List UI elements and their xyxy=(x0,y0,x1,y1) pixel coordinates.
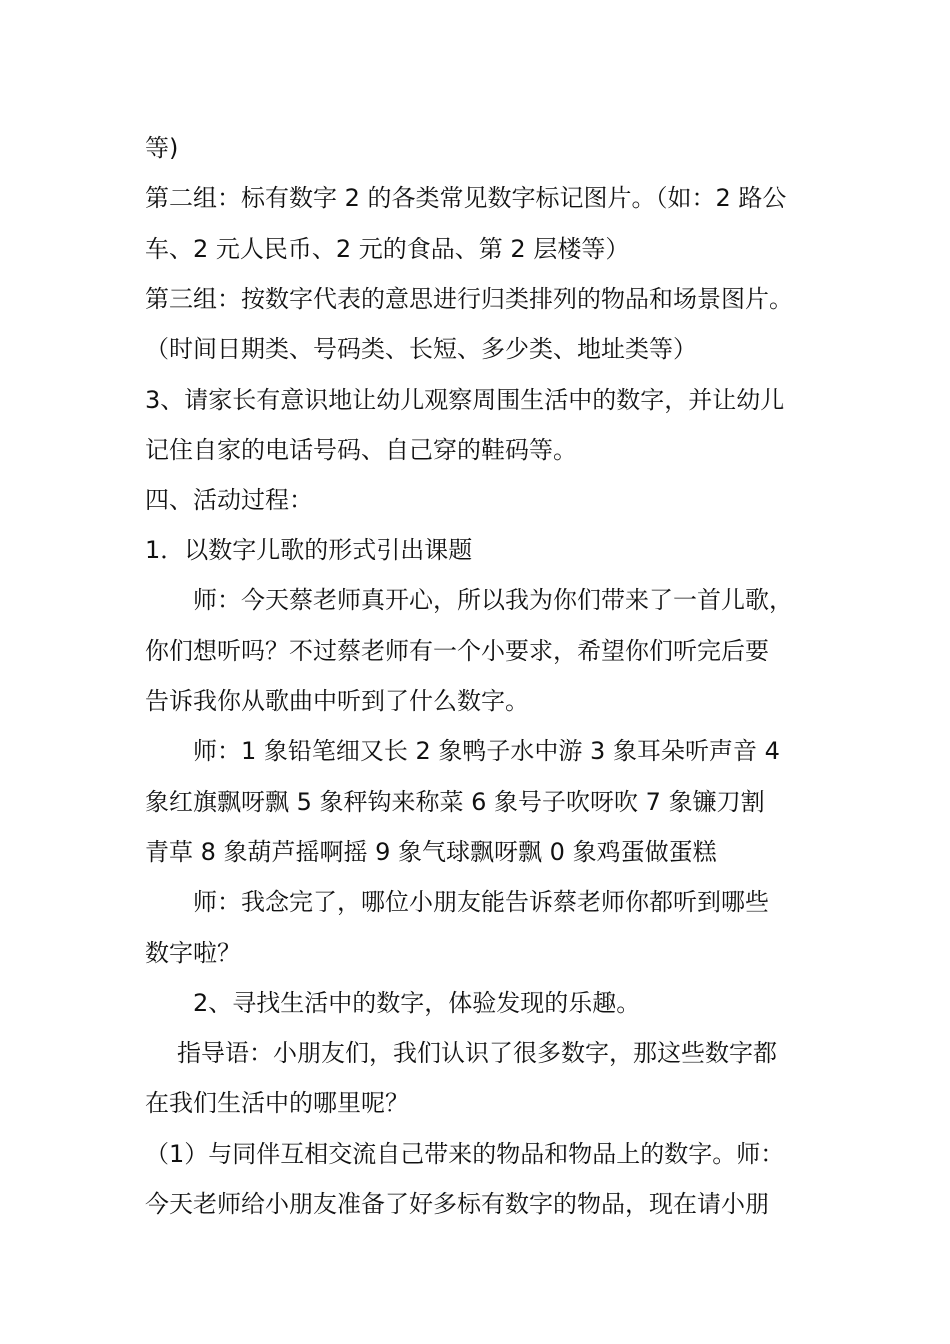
step-heading: 1．以数字儿歌的形式引出课题 xyxy=(145,536,473,564)
text-line: 第二组：标有数字 2 的各类常见数字标记图片。（如：2 路公 xyxy=(145,184,787,212)
text-line: 记住自家的电话号码、自己穿的鞋码等。 xyxy=(145,436,577,464)
text-line: 指导语：小朋友们，我们认识了很多数字，那这些数字都 xyxy=(177,1039,777,1067)
text-line: 等) xyxy=(145,134,179,162)
text-line: 数字啦？ xyxy=(145,939,241,967)
text-line: 第三组：按数字代表的意思进行归类排列的物品和场景图片。 xyxy=(145,285,793,313)
text-line: （时间日期类、号码类、长短、多少类、地址类等） xyxy=(145,335,697,363)
text-line: 3、请家长有意识地让幼儿观察周围生活中的数字，并让幼儿 xyxy=(145,386,785,414)
text-line: 你们想听吗？不过蔡老师有一个小要求，希望你们听完后要 xyxy=(145,637,769,665)
text-line: 在我们生活中的哪里呢？ xyxy=(145,1089,409,1117)
text-line: 师：1 象铅笔细又长 2 象鸭子水中游 3 象耳朵听声音 4 xyxy=(193,737,780,765)
text-line: 车、2 元人民币、2 元的食品、第 2 层楼等） xyxy=(145,235,630,263)
text-line: 青草 8 象葫芦摇啊摇 9 象气球飘呀飘 0 象鸡蛋做蛋糕 xyxy=(145,838,717,866)
text-line: 今天老师给小朋友准备了好多标有数字的物品，现在请小朋 xyxy=(145,1190,769,1218)
text-line: （1）与同伴互相交流自己带来的物品和物品上的数字。师： xyxy=(145,1140,785,1168)
text-line: 告诉我你从歌曲中听到了什么数字。 xyxy=(145,687,529,715)
text-line: 师：我念完了，哪位小朋友能告诉蔡老师你都听到哪些 xyxy=(193,888,769,916)
text-line: 师：今天蔡老师真开心，所以我为你们带来了一首儿歌， xyxy=(193,586,793,614)
text-line: 象红旗飘呀飘 5 象秤钩来称菜 6 象号子吹呀吹 7 象镰刀割 xyxy=(145,788,765,816)
section-heading: 四、活动过程： xyxy=(145,486,313,514)
step-heading: 2、寻找生活中的数字，体验发现的乐趣。 xyxy=(193,989,641,1017)
